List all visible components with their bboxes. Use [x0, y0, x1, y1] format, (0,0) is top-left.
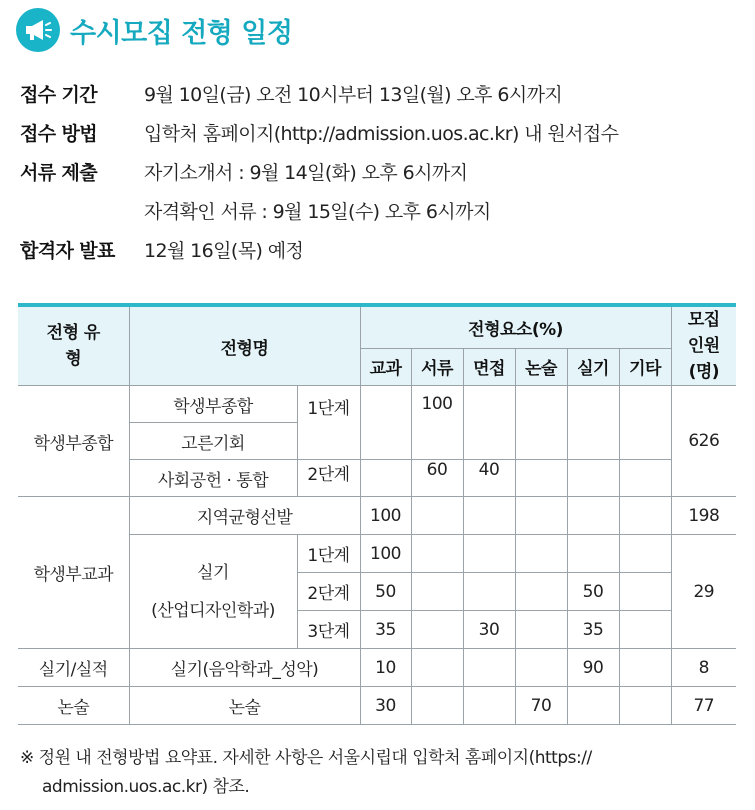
header-col-documents: 서류	[411, 348, 463, 385]
value-cell	[360, 460, 411, 497]
name-cell: 지역균형선발	[129, 497, 360, 535]
value-cell	[619, 687, 671, 725]
quota-cell: 8	[671, 649, 736, 687]
quota-cell: 77	[671, 687, 736, 725]
value-cell	[619, 497, 671, 535]
name-cell: 학생부종합	[129, 386, 297, 423]
info-value: 자격확인 서류 : 9월 15일(수) 오후 6시까지	[144, 201, 491, 223]
info-value: 입학처 홈페이지(http://admission.uos.ac.kr) 내 원서접수	[144, 123, 619, 145]
header-col-interview: 면접	[463, 348, 515, 385]
info-row-method	[20, 113, 618, 152]
info-row-announcement	[20, 230, 618, 269]
page-header	[16, 8, 292, 52]
value-cell	[411, 497, 463, 535]
header-elements: 전형요소(%)	[360, 305, 671, 348]
stage-cell: 3단계	[297, 611, 360, 649]
value-cell: 90	[567, 649, 619, 687]
info-row-documents	[20, 152, 618, 191]
value-cell: 70	[515, 687, 567, 725]
stage-cell: 1단계	[297, 386, 360, 460]
value-cell: 100	[411, 386, 463, 460]
value-cell	[463, 649, 515, 687]
footnote	[20, 744, 700, 802]
header-quota: 모집 인원 (명)	[671, 305, 736, 386]
value-cell: 60	[411, 460, 463, 497]
stage-cell: 2단계	[297, 460, 360, 497]
value-cell	[360, 386, 411, 460]
info-row-documents-2	[20, 191, 618, 230]
value-cell	[619, 649, 671, 687]
value-cell	[515, 611, 567, 649]
type-cell: 학생부교과	[18, 497, 129, 649]
header-col-grades: 교과	[360, 348, 411, 385]
value-cell	[411, 611, 463, 649]
value-cell	[619, 460, 671, 497]
value-cell	[567, 687, 619, 725]
info-label: 서류 제출	[20, 162, 98, 184]
value-cell	[515, 573, 567, 611]
value-cell	[515, 535, 567, 573]
value-cell	[515, 497, 567, 535]
value-cell	[619, 386, 671, 460]
name-cell-practical	[129, 535, 297, 649]
page-title: 수시모집 전형 일정	[70, 17, 293, 49]
value-cell: 35	[360, 611, 411, 649]
value-cell	[411, 573, 463, 611]
value-cell	[463, 535, 515, 573]
value-cell: 100	[360, 497, 411, 535]
type-cell: 학생부종합	[18, 386, 129, 497]
value-cell: 10	[360, 649, 411, 687]
name-cell: 고른기회	[129, 423, 297, 460]
type-cell: 실기/실적	[18, 649, 129, 687]
value-cell: 30	[360, 687, 411, 725]
info-label: 합격자 발표	[20, 240, 115, 262]
info-label: 접수 기간	[20, 84, 98, 106]
value-cell: 50	[360, 573, 411, 611]
value-cell	[515, 649, 567, 687]
value-cell	[619, 611, 671, 649]
footnote-line-1: ※ 정원 내 전형방법 요약표. 자세한 사항은 서울시립대 입학처 홈페이지(https://	[20, 748, 592, 768]
value-cell	[411, 687, 463, 725]
quota-cell: 198	[671, 497, 736, 535]
value-cell: 50	[567, 573, 619, 611]
footnote-line-2: admission.uos.ac.kr) 참조.	[42, 777, 250, 797]
value-cell	[619, 573, 671, 611]
value-cell	[567, 460, 619, 497]
megaphone-icon	[16, 8, 60, 52]
value-cell	[515, 460, 567, 497]
value-cell	[463, 687, 515, 725]
info-value: 자기소개서 : 9월 14일(화) 오후 6시까지	[144, 162, 468, 184]
value-cell	[515, 386, 567, 460]
practical-dept: (산업디자인학과)	[151, 600, 275, 621]
value-cell	[411, 649, 463, 687]
info-value: 12월 16일(목) 예정	[144, 240, 304, 262]
value-cell	[567, 497, 619, 535]
value-cell	[463, 386, 515, 460]
value-cell	[619, 535, 671, 573]
quota-cell: 626	[671, 386, 736, 497]
header-col-practical: 실기	[567, 348, 619, 385]
practical-name: 실기	[197, 562, 229, 583]
value-cell: 40	[463, 460, 515, 497]
name-cell: 실기(음악학과_성악)	[129, 649, 360, 687]
header-col-essay: 논술	[515, 348, 567, 385]
name-cell: 사회공헌 · 통합	[129, 460, 297, 497]
quota-cell: 29	[671, 535, 736, 649]
info-label: 접수 방법	[20, 123, 98, 145]
header-name: 전형명	[129, 305, 360, 386]
value-cell	[567, 535, 619, 573]
header-col-other: 기타	[619, 348, 671, 385]
value-cell: 30	[463, 611, 515, 649]
stage-cell: 1단계	[297, 535, 360, 573]
stage-cell: 2단계	[297, 573, 360, 611]
schedule-info	[20, 74, 618, 269]
info-row-period	[20, 74, 618, 113]
header-type: 전형 유형	[18, 305, 129, 386]
value-cell: 100	[360, 535, 411, 573]
info-value: 9월 10일(금) 오전 10시부터 13일(월) 오후 6시까지	[144, 84, 563, 106]
value-cell	[463, 573, 515, 611]
type-cell: 논술	[18, 687, 129, 725]
schedule-table	[18, 303, 736, 725]
value-cell	[411, 535, 463, 573]
name-cell: 논술	[129, 687, 360, 725]
value-cell	[463, 497, 515, 535]
value-cell: 35	[567, 611, 619, 649]
value-cell	[567, 386, 619, 460]
